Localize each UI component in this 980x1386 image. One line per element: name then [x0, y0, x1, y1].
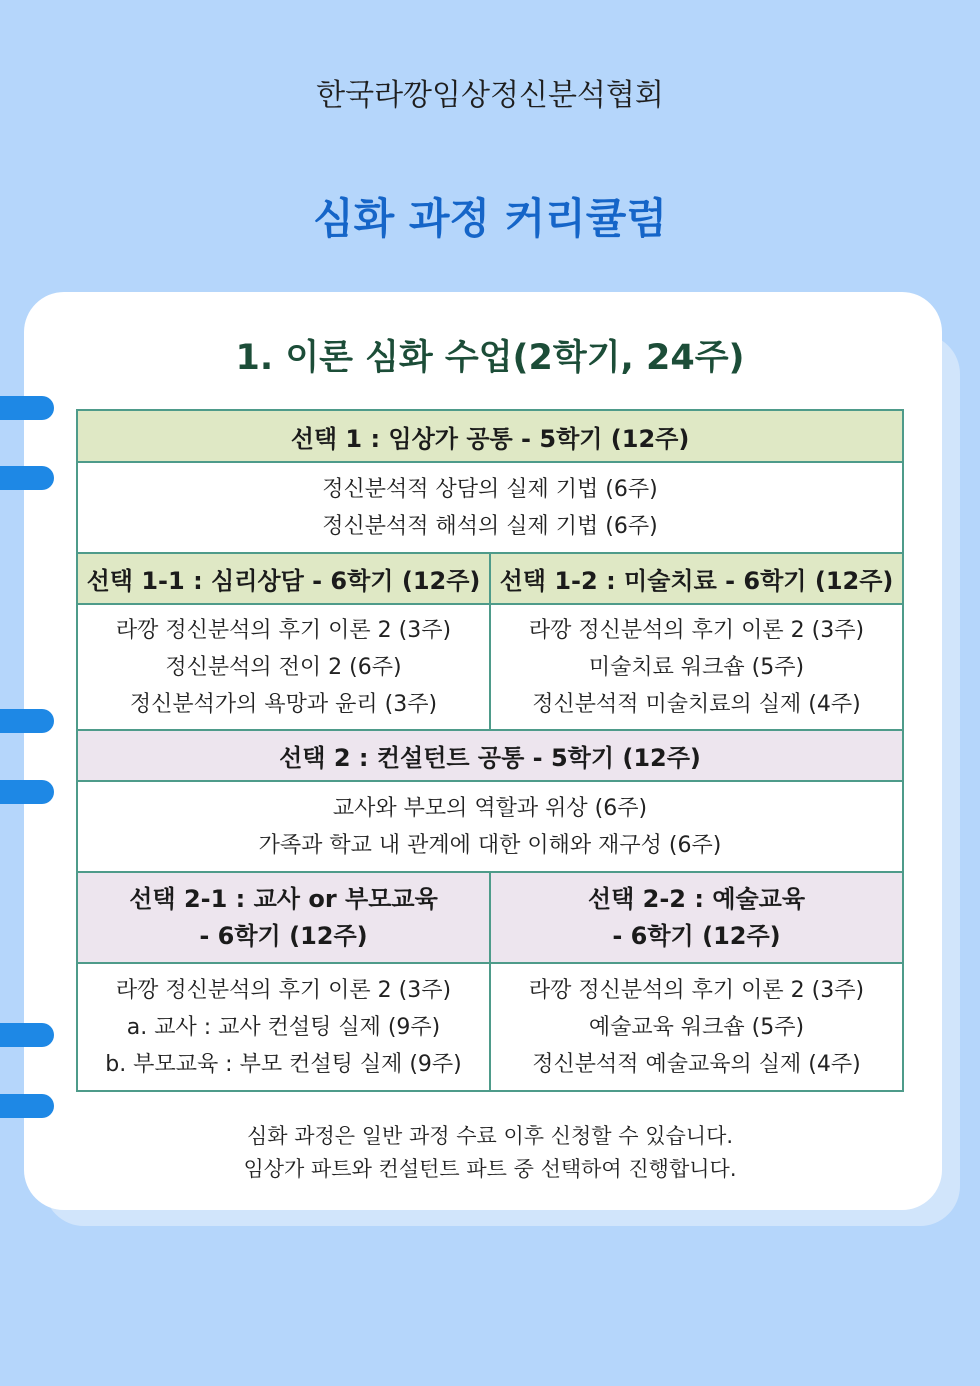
option1-1-courses — [77, 604, 490, 730]
course-item: 정신분석가의 욕망과 윤리 (3주) — [129, 691, 438, 717]
course-item: 예술교육 워크숍 (5주) — [588, 1014, 805, 1040]
option2-1-header-line2: - 6학기 (12주) — [199, 921, 368, 950]
footer-line: 임상가 파트와 컨설턴트 파트 중 선택하여 진행합니다. — [243, 1157, 737, 1181]
option2-courses — [77, 781, 903, 872]
page-title: 심화 과정 커리큘럼 — [313, 194, 667, 243]
option1-2-header: 선택 1-2 : 미술치료 - 6학기 (12주) — [490, 553, 903, 604]
option2-2-header-line2: - 6학기 (12주) — [612, 921, 781, 950]
course-item: 정신분석적 예술교육의 실제 (4주) — [532, 1051, 861, 1077]
option2-1-header-line1: 선택 2-1 : 교사 or 부모교육 — [129, 884, 438, 913]
binder-tab — [0, 466, 54, 490]
binder-tab — [0, 709, 54, 733]
option1-courses — [77, 462, 903, 553]
course-item: 라깡 정신분석의 후기 이론 2 (3주) — [115, 617, 452, 643]
option1-2-courses — [490, 604, 903, 730]
course-item: 가족과 학교 내 관계에 대한 이해와 재구성 (6주) — [258, 832, 722, 858]
binder-tab — [0, 1094, 54, 1118]
option2-2-header-line1: 선택 2-2 : 예술교육 — [587, 884, 806, 913]
option2-1-courses — [77, 963, 490, 1091]
section-title: 1. 이론 심화 수업(2학기, 24주) — [235, 338, 745, 378]
course-item: 정신분석적 해석의 실제 기법 (6주) — [322, 513, 658, 539]
course-item: 정신분석적 상담의 실제 기법 (6주) — [322, 476, 658, 502]
course-item: 교사와 부모의 역할과 위상 (6주) — [332, 795, 648, 821]
course-item: 정신분석적 미술치료의 실제 (4주) — [532, 691, 861, 717]
binder-tab — [0, 1023, 54, 1047]
course-item: 라깡 정신분석의 후기 이론 2 (3주) — [115, 977, 452, 1003]
course-item: 라깡 정신분석의 후기 이론 2 (3주) — [528, 977, 865, 1003]
course-item: a. 교사 : 교사 컨설팅 실제 (9주) — [126, 1014, 441, 1040]
option2-2-header — [490, 872, 903, 963]
footer-line: 심화 과정은 일반 과정 수료 이후 신청할 수 있습니다. — [246, 1124, 734, 1148]
footer-note — [0, 1120, 980, 1186]
course-item: 미술치료 워크숍 (5주) — [588, 654, 805, 680]
option2-1-header — [77, 872, 490, 963]
option1-1-header: 선택 1-1 : 심리상담 - 6학기 (12주) — [77, 553, 490, 604]
option1-header: 선택 1 : 임상가 공통 - 5학기 (12주) — [77, 410, 903, 462]
course-item: b. 부모교육 : 부모 컨설팅 실제 (9주) — [105, 1051, 462, 1077]
course-item: 라깡 정신분석의 후기 이론 2 (3주) — [528, 617, 865, 643]
curriculum-table — [76, 409, 904, 1092]
binder-tab — [0, 780, 54, 804]
course-item: 정신분석의 전이 2 (6주) — [165, 654, 402, 680]
organization-name: 한국라깡임상정신분석협회 — [316, 78, 664, 113]
binder-tab — [0, 396, 54, 420]
option2-header: 선택 2 : 컨설턴트 공통 - 5학기 (12주) — [77, 730, 903, 781]
option2-2-courses — [490, 963, 903, 1091]
